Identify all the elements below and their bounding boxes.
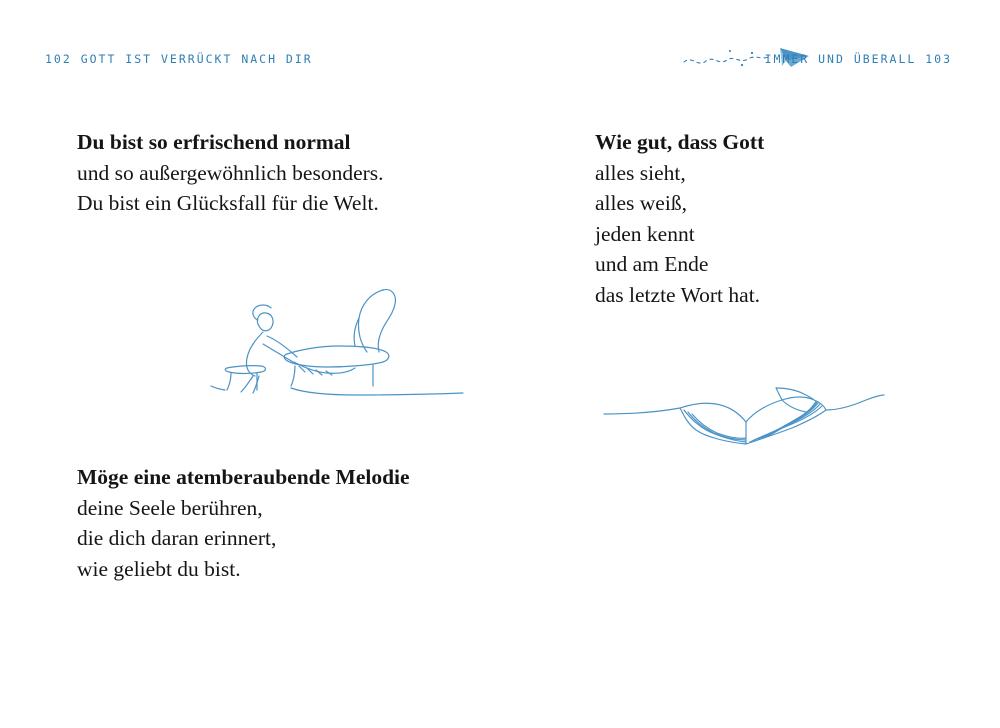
poem-line: wie geliebt du bist. — [77, 556, 241, 581]
poem-left-bottom — [77, 462, 410, 584]
poem-line: und am Ende — [595, 252, 709, 276]
poem-line: alles sieht, — [595, 160, 686, 185]
piano-player-line-art-icon — [187, 262, 487, 422]
poem-line: die dich daran erinnert, — [77, 526, 277, 550]
poem-line: Du bist so erfrischend normal — [77, 130, 351, 154]
poem-line: Du bist ein Glücksfall für die Welt. — [77, 191, 379, 215]
poem-line: jeden kennt — [595, 221, 695, 246]
poem-line: das letzte Wort hat. — [595, 282, 761, 307]
poem-line: Möge eine atemberaubende Melodie — [77, 465, 410, 489]
running-head-right: IMMER UND ÜBERALL 103 — [764, 52, 952, 66]
poem-line: Wie gut, dass Gott — [595, 130, 765, 154]
left-page-column — [77, 0, 497, 728]
poem-left-top — [77, 127, 384, 219]
right-page-column — [595, 0, 995, 728]
running-head-left: 102 GOTT IST VERRÜCKT NACH DIR — [45, 52, 313, 66]
poem-right-top — [595, 127, 764, 310]
poem-line: alles weiß, — [595, 191, 687, 215]
open-book-line-art-icon — [600, 348, 900, 478]
poem-line: und so außergewöhnlich besonders. — [77, 160, 384, 185]
poem-line: deine Seele berühren, — [77, 495, 263, 520]
